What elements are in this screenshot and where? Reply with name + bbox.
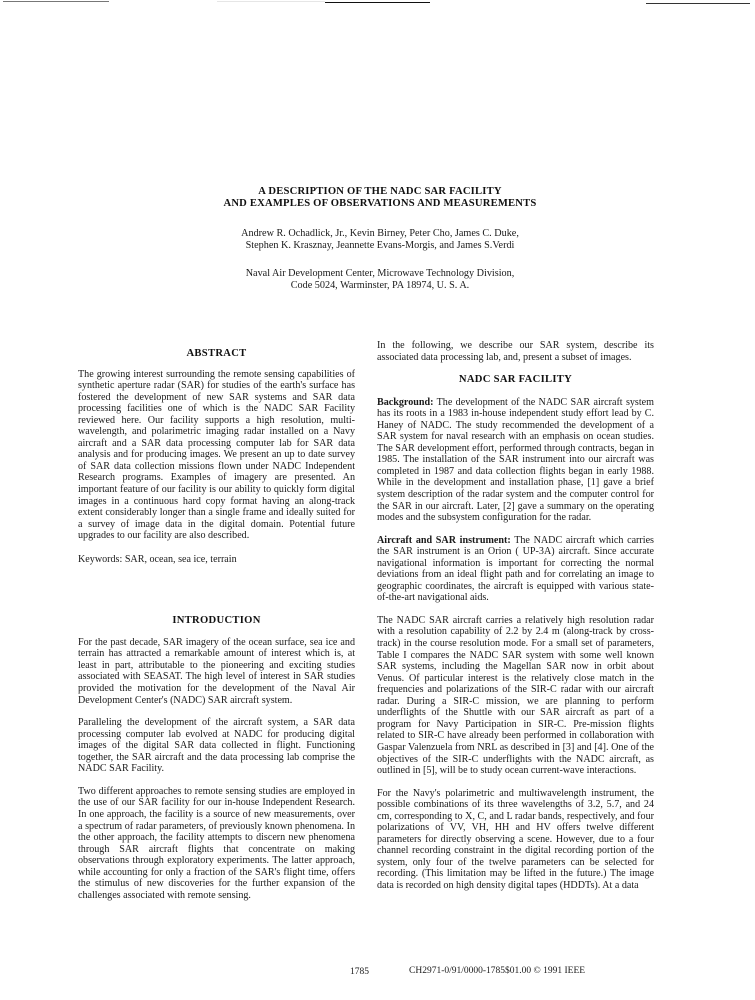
left-column <box>78 348 355 901</box>
background-body: The development of the NADC SAR aircraft system has its roots in a 1983 in-house independent study effort lead by C. Haney of NADC. The study recommended the development of a SAR system for naval research with an emphasis on ocean studies. The SAR development effort, performed through contracts, began in 1985. The installation of the SAR instrument into our aircraft was completed in 1987 and data collection flights began in early 1988. While in the development and installation phase, [1] gave a brief system description of the radar system and the computer control for the SAR in our aircraft. Later, [2] gave a summary on the operating modes and the subsystem configuration for the radar. <box>377 396 654 524</box>
resolution-paragraph: The NADC SAR aircraft carries a relatively high resolution radar with a resolution capability of 2.2 by 2.4 m (along-track by cross-track) in the course resolution mode. For a small set of parameters, Table I compares the NADC SAR system with some well known SAR systems, including the Magellan SAR now in orbit about Venus. Of particular interest is the relatively close match in the frequencies and polarizations of the SIR-C radar with our aircraft radar. During a SIR-C mission, we are planning to perform underflights of the Shuttle with our SAR aircraft as part of a program for Navy Participation in SIR-C. Pre-mission flights related to SIR-C have already been performed in collaboration with Gaspar Valenzuela from NRL as described in [3] and [4]. One of the objectives of the SIR-C underflights with the NADC aircraft, as outlined in [5], will be to study ocean current-wave interactions. <box>377 614 654 777</box>
aircraft-body: The NADC aircraft which carries the SAR instrument is an Orion ( UP-3A) aircraft. Since accurate navigational information is important for correcting the normal deviations from an ideal flight path and for correlating an image to geographic coordinates, the aircraft is equipped with various state-of-the-art navigational aids. <box>377 534 654 604</box>
title-line-2: AND EXAMPLES OF OBSERVATIONS AND MEASUREMENTS <box>223 198 537 209</box>
background-paragraph <box>377 397 654 524</box>
affiliation-line-2: Code 5024, Warminster, PA 18974, U. S. A. <box>290 280 470 291</box>
authors-line-1: Andrew R. Ochadlick, Jr., Kevin Birney, Peter Cho, James C. Duke, <box>241 228 519 239</box>
copyright-line: CH2971-0/91/0000-1785$01.00 © 1991 IEEE <box>409 966 586 976</box>
author-list <box>180 228 580 252</box>
scan-rule-top-2 <box>217 1 325 2</box>
intro-paragraph-1: For the past decade, SAR imagery of the ocean surface, sea ice and terrain has attracted a remarkable amount of interest which is, at least in part, attributable to the pioneering and exciting studies associated with SEASAT. The high level of interest in SAR studies provided the motivation for the development of the Naval Air Development Center's (NADC) SAR aircraft system. <box>78 636 355 706</box>
intro-paragraph-3: Two different approaches to remote sensing studies are employed in the use of our SAR facility for our in-house Independent Research. In one approach, the facility is a source of new measurements, over a spectrum of radar parameters, of previously known phenomena. In the other approach, the facility attempts to discern new phenomena through SAR aircraft flights that concentrate on making observations through exploratory experiments. The latter approach, while accounting for only a fraction of the SAR's flight time, offers the stimulus of new discoveries for the further expansion of the challenges associated with remote sensing. <box>78 785 355 901</box>
affiliation-line-1: Naval Air Development Center, Microwave Technology Division, <box>245 268 515 279</box>
paper-header <box>180 186 580 292</box>
abstract-body: The growing interest surrounding the remote sensing capabilities of synthetic aperture radar (SAR) for studies of the earth's surface has fostered the development of new SAR systems and SAR data processing facilities one of which is the NADC SAR Facility reviewed here. Our facility supports a high resolution, multi-wavelength, and polarimetric imaging radar installed on a Navy aircraft and a SAR data processing computer lab for SAR data analysis and for producing images. We present an up to date survey of SAR data collection missions flown under NADC Independent Research programs. Examples of imagery are presented. An important feature of our facility is our ability to quickly form digital images in a continuous hard copy format having an along-track extent considerably longer than a single frame and ideally suited for a survey of image data in the digital domain. Potential future upgrades to our facility are also described. <box>78 368 355 542</box>
aircraft-paragraph <box>377 535 654 604</box>
overview-paragraph: In the following, we describe our SAR system, describe its associated data processing lab, and, present a subset of images. <box>377 340 654 363</box>
page-number: 1785 <box>350 967 369 977</box>
title-line-1: A DESCRIPTION OF THE NADC SAR FACILITY <box>258 186 502 197</box>
right-column <box>377 340 654 892</box>
intro-paragraph-2: Paralleling the development of the aircraft system, a SAR data processing computer lab evolved at NADC for producing digital images of the digital SAR data collected in flight. Functioning together, the SAR aircraft and the data processing lab comprise the NADC SAR Facility. <box>78 717 355 775</box>
introduction-heading: INTRODUCTION <box>172 615 261 627</box>
scan-rule-top-4 <box>646 3 750 4</box>
polarimetric-paragraph: For the Navy's polarimetric and multiwavelength instrument, the possible combinations of its three wavelengths of 3.2, 5.7, and 24 cm, corresponding to X, C, and L radar bands, respectively, and four polarizations of VV, VH, HH and HV offers twelve different parameters for directly observing a scene. However, due to a four channel recording constraint in the digital recording portion of the system, only four of the twelve parameters can be selected for recording. (This limitation may be lifted in the future.) The image data is recorded on high density digital tapes (HDDTs). At a data <box>377 787 654 891</box>
background-lead: Background: <box>377 396 434 408</box>
facility-heading: NADC SAR FACILITY <box>458 374 573 386</box>
abstract-heading: ABSTRACT <box>186 348 247 359</box>
authors-line-2: Stephen K. Krasznay, Jeannette Evans-Morgis, and James S.Verdi <box>245 240 515 251</box>
aircraft-lead: Aircraft and SAR instrument: <box>377 534 511 546</box>
paper-title <box>180 186 580 210</box>
keywords: Keywords: SAR, ocean, sea ice, terrain <box>78 553 237 565</box>
affiliation <box>180 268 580 292</box>
scan-rule-top-3 <box>325 2 430 3</box>
scan-rule-top-1 <box>3 1 109 2</box>
